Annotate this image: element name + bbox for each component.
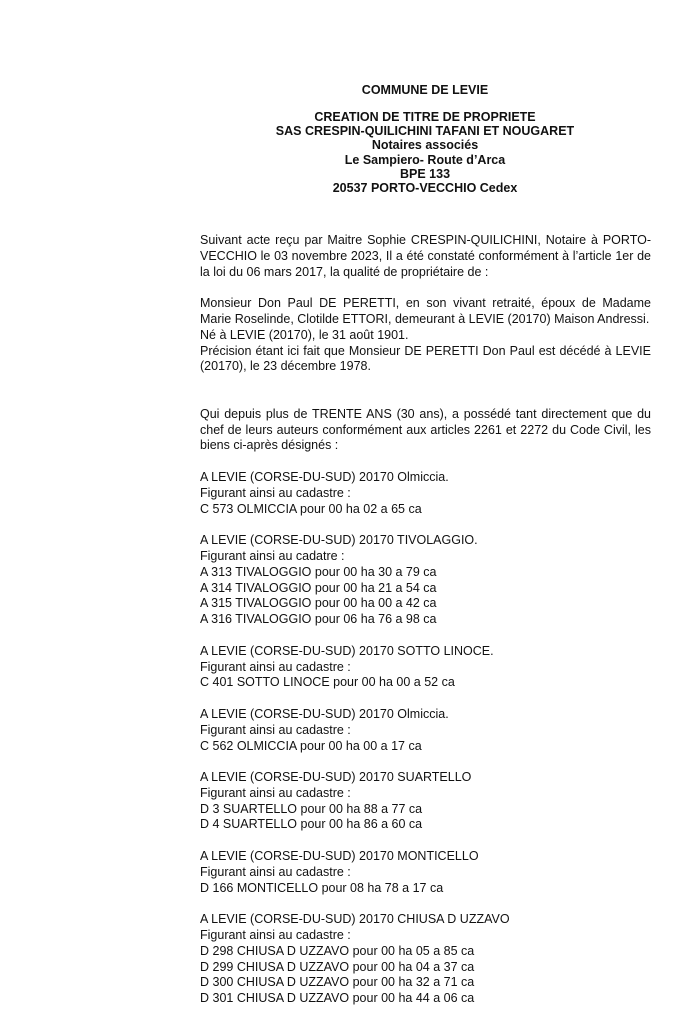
cadastre-label: Figurant ainsi au cadastre : (200, 485, 351, 500)
parcel-location: A LEVIE (CORSE-DU-SUD) 20170 TIVOLAGGIO. (200, 533, 478, 548)
notary-firm-name: SAS CRESPIN-QUILICHINI TAFANI ET NOUGARET (275, 124, 575, 139)
parcel-location: A LEVIE (CORSE-DU-SUD) 20170 Olmiccia. (200, 469, 449, 484)
parcel-entry: A 315 TIVALOGGIO pour 00 ha 00 a 42 ca (200, 596, 437, 611)
parcel-entry: C 401 SOTTO LINOCE pour 00 ha 00 a 52 ca (200, 675, 455, 690)
cadastre-label: Figurant ainsi au cadastre : (200, 722, 351, 737)
parcel-entry: A 316 TIVALOGGIO pour 06 ha 76 a 98 ca (200, 612, 437, 627)
parcel-entry: C 562 OLMICCIA pour 00 ha 00 a 17 ca (200, 738, 422, 753)
parcel-group (200, 912, 651, 1007)
notary-bpe: BPE 133 (399, 166, 451, 181)
parcel-entry: D 4 SUARTELLO pour 00 ha 86 a 60 ca (200, 817, 423, 832)
parcel-location: A LEVIE (CORSE-DU-SUD) 20170 Olmiccia. (200, 706, 449, 721)
notary-city: 20537 PORTO-VECCHIO Cedex (332, 181, 518, 196)
parcel-entry: D 166 MONTICELLO pour 08 ha 78 a 17 ca (200, 880, 444, 895)
cadastre-label: Figurant ainsi au cadastre : (200, 928, 351, 943)
parcel-entry: D 298 CHIUSA D UZZAVO pour 00 ha 05 a 85 ca (200, 943, 475, 958)
parcel-group (200, 707, 651, 754)
commune-heading: COMMUNE DE LEVIE (361, 83, 489, 97)
parcel-entry: A 313 TIVALOGGIO pour 00 ha 30 a 79 ca (200, 564, 437, 579)
parcel-group (200, 644, 651, 691)
cadastre-label: Figurant ainsi au cadastre : (200, 864, 351, 879)
parcel-location: A LEVIE (CORSE-DU-SUD) 20170 SOTTO LINOCE. (200, 643, 494, 658)
notary-subtitle: Notaires associés (371, 138, 479, 153)
owner-paragraph (200, 296, 651, 375)
notary-address-line: Le Sampiero- Route d’Arca (344, 152, 506, 167)
cadastre-label: Figurant ainsi au cadastre : (200, 659, 351, 674)
parcel-group (200, 470, 651, 517)
parcel-entry: D 299 CHIUSA D UZZAVO pour 00 ha 04 a 37 ca (200, 959, 475, 974)
parcel-group (200, 533, 651, 628)
parcel-entry: C 573 OLMICCIA pour 00 ha 02 a 65 ca (200, 501, 422, 516)
owner-identity: Monsieur Don Paul DE PERETTI, en son vivant retraité, époux de Madame Marie Roselinde, Clotilde ETTORI, demeurant à LEVIE (20170) Maison Andressi. (200, 296, 651, 326)
parcel-entry: D 301 CHIUSA D UZZAVO pour 00 ha 44 a 06 ca (200, 991, 475, 1006)
intro-paragraph: Suivant acte reçu par Maitre Sophie CRESPIN-QUILICHINI, Notaire à PORTO-VECCHIO le 03 novembre 2023, Il a été constaté conformément à l’article 1er de la loi du 06 mars 2017, la qualité de propriétaire de : (200, 233, 651, 279)
cadastre-label: Figurant ainsi au cadastre : (200, 785, 351, 800)
parcel-location: A LEVIE (CORSE-DU-SUD) 20170 SUARTELLO (200, 770, 472, 785)
notary-title-block (200, 110, 650, 195)
owner-birth: Né à LEVIE (20170), le 31 août 1901. (200, 327, 409, 342)
parcel-location: A LEVIE (CORSE-DU-SUD) 20170 CHIUSA D UZZAVO (200, 912, 510, 927)
parcel-entry: D 300 CHIUSA D UZZAVO pour 00 ha 32 a 71 ca (200, 975, 475, 990)
possession-paragraph: Qui depuis plus de TRENTE ANS (30 ans), a possédé tant directement que du chef de leurs auteurs conformément aux articles 2261 et 2272 du Code Civil, les biens ci-après désignés : (200, 406, 651, 453)
title-line: CREATION DE TITRE DE PROPRIETE (314, 110, 536, 124)
cadastre-label: Figurant ainsi au cadatre : (200, 548, 345, 563)
parcel-location: A LEVIE (CORSE-DU-SUD) 20170 MONTICELLO (200, 849, 479, 864)
document-body (200, 233, 651, 1023)
parcel-entry: A 314 TIVALOGGIO pour 00 ha 21 a 54 ca (200, 580, 437, 595)
parcel-group (200, 770, 651, 833)
owner-death: Précision étant ici fait que Monsieur DE PERETTI Don Paul est décédé à LEVIE (20170), le 23 décembre 1978. (200, 343, 651, 374)
parcel-group (200, 849, 651, 896)
parcel-entry: D 3 SUARTELLO pour 00 ha 88 a 77 ca (200, 801, 423, 816)
